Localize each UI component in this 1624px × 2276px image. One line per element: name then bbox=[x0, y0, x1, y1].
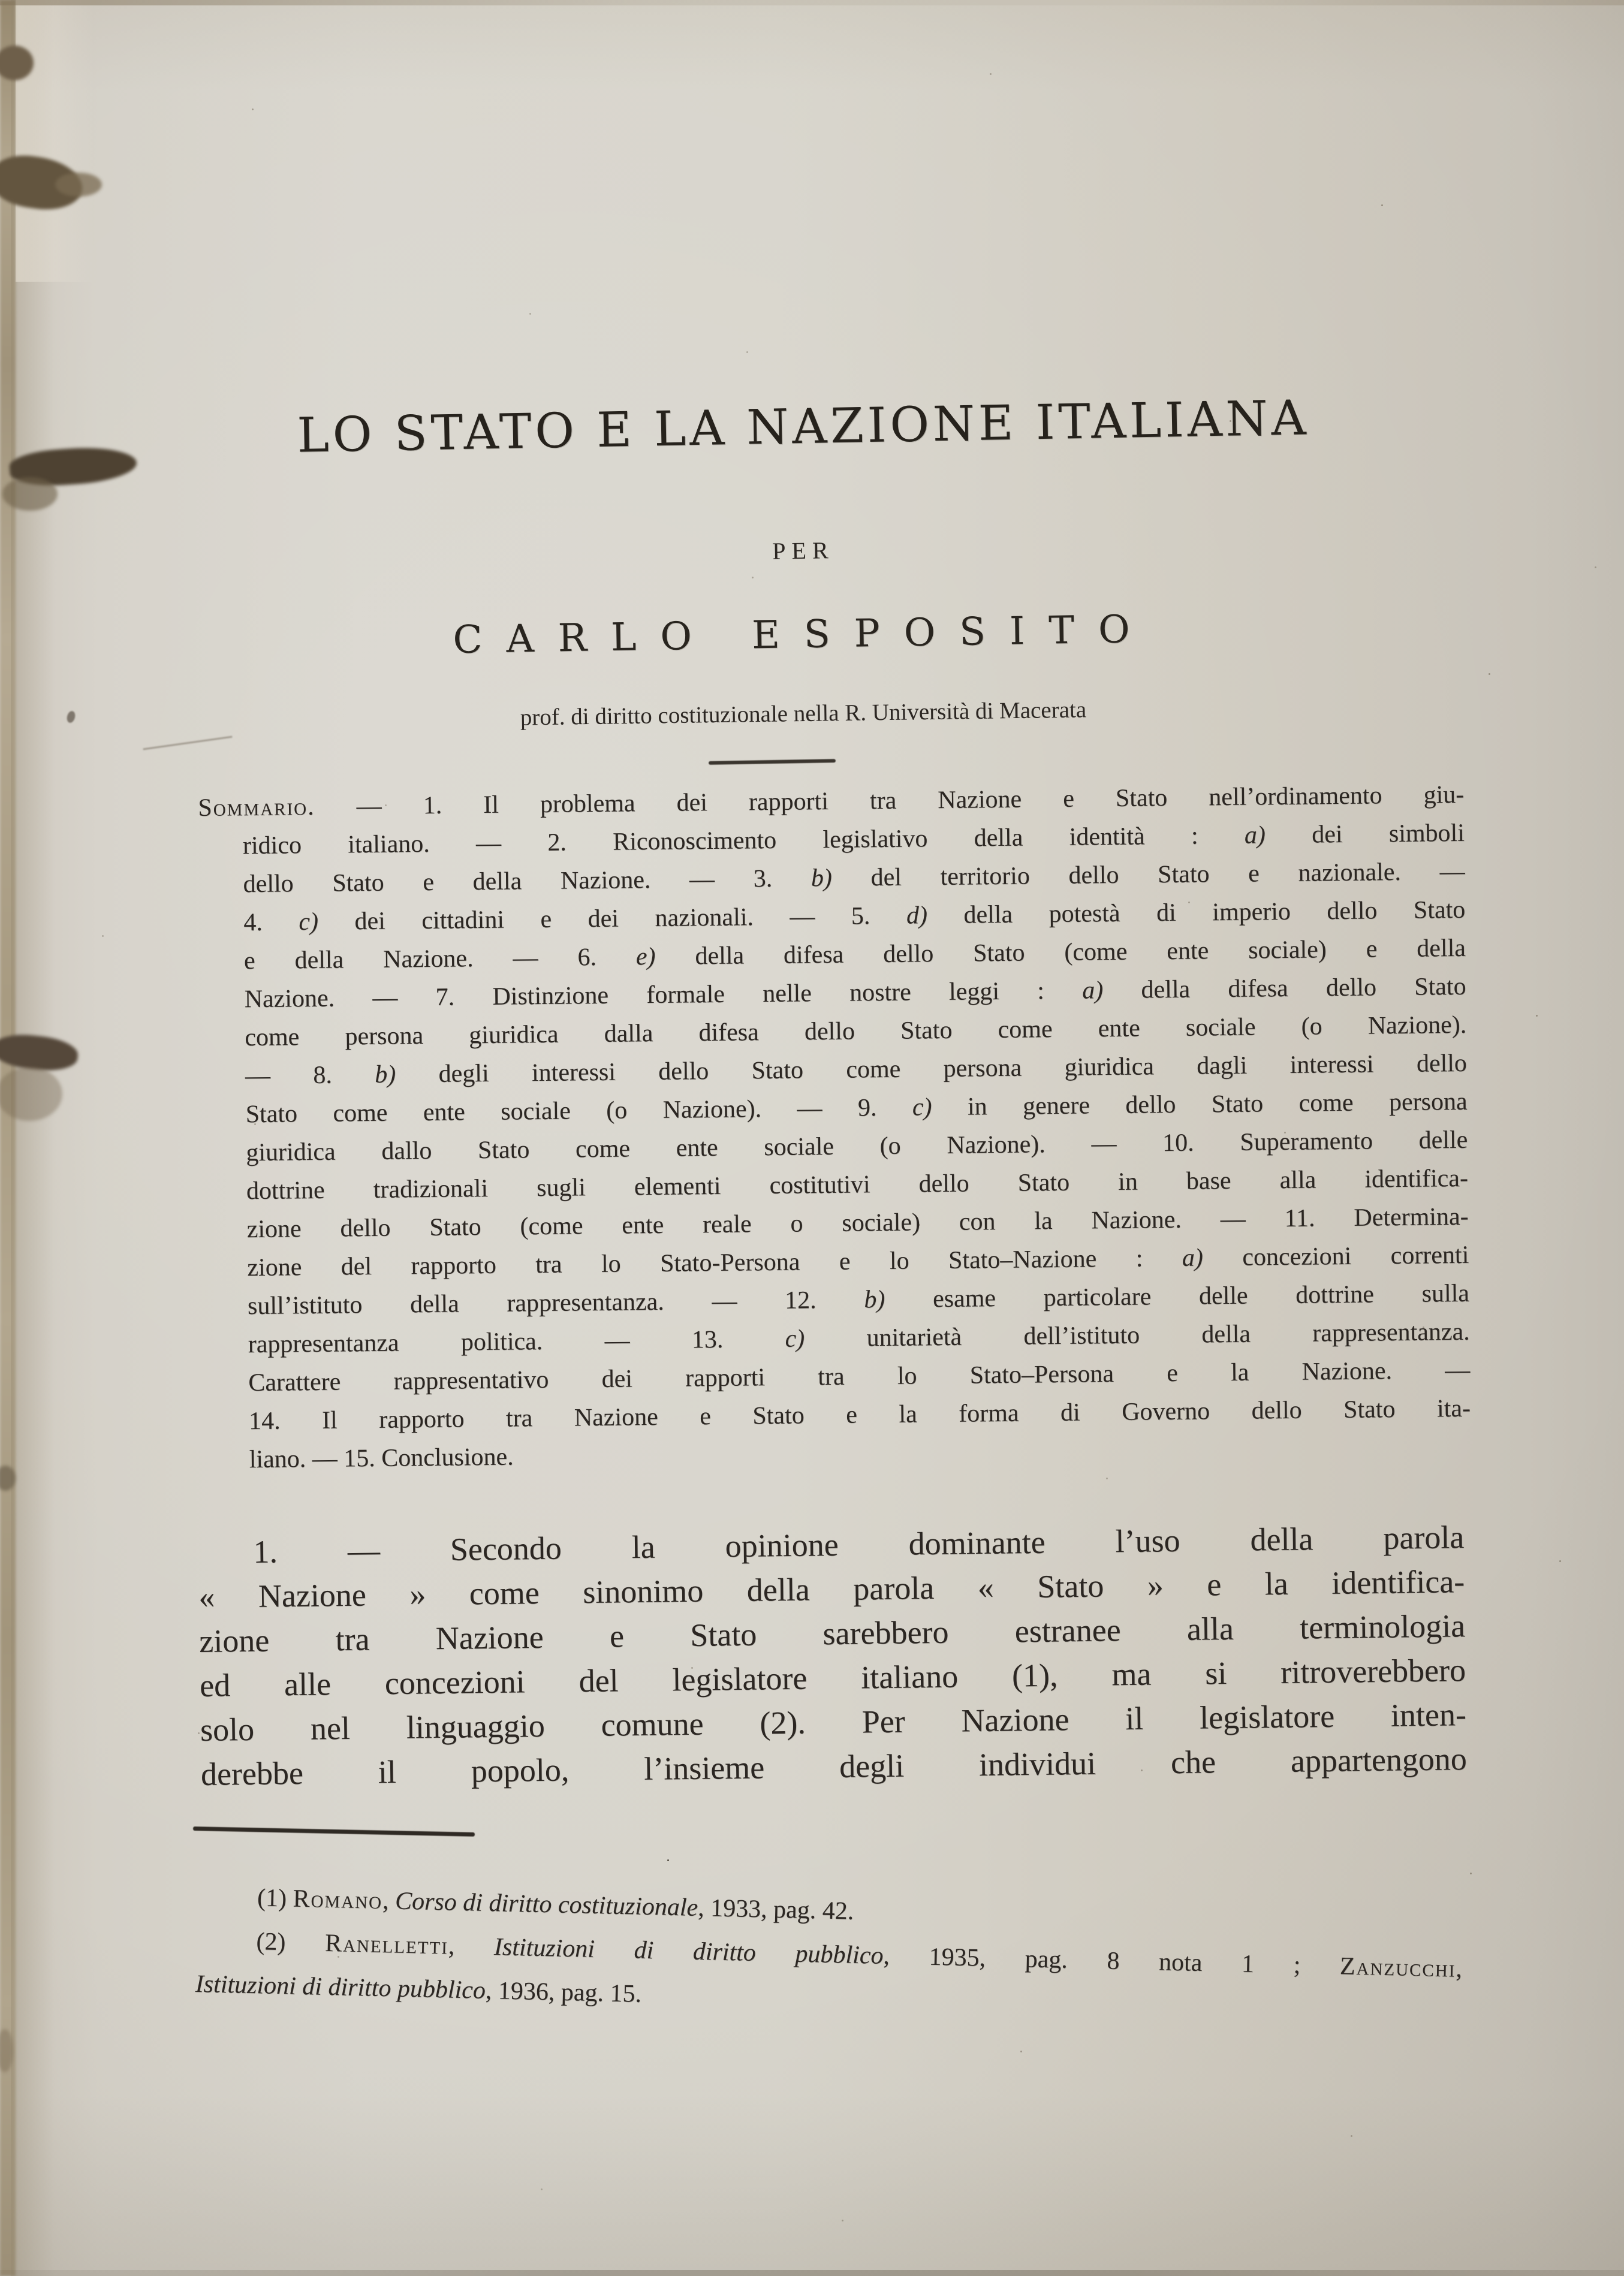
text-line: Stato come ente sociale (o Nazione). — 9. c) in genere dello Stato come persona bbox=[245, 1087, 1468, 1129]
left-edge-shadow bbox=[11, 0, 62, 2276]
text-line: dello Stato e della Nazione. — 3. b) del territorio dello Stato e nazionale. — bbox=[243, 857, 1465, 899]
text-line: 14. Il rapporto tra Nazione e Stato e la forma di Governo dello Stato ita- bbox=[248, 1394, 1471, 1436]
footnote-separator bbox=[193, 1826, 475, 1837]
text-line: — 8. b) degli interessi dello Stato come persona giuridica dagli interessi dello bbox=[245, 1049, 1468, 1090]
text-line: liano. — 15. Conclusione. bbox=[249, 1443, 514, 1474]
ink-spot bbox=[66, 710, 77, 724]
title-rule bbox=[709, 759, 836, 765]
author-name: CARLO ESPOSITO bbox=[452, 607, 1155, 663]
text-line: Nazione. — 7. Distinzione formale nelle nostre leggi : a) della difesa dello Stato bbox=[244, 972, 1466, 1014]
text-line: derebbe il popolo, l’insieme degli individui che appartengono bbox=[200, 1741, 1468, 1792]
corner-highlight bbox=[16, 0, 94, 282]
text-line: rappresentanza politica. — 13. c) unitarietà dell’istituto della rappresentanza. bbox=[248, 1318, 1470, 1359]
page-title: LO STATO E LA NAZIONE ITALIANA bbox=[296, 390, 1310, 463]
top-page-edge bbox=[0, 0, 1624, 5]
text-line: (2) Ranelletti, Istituzioni di diritto pubblico, 1935, pag. 8 nota 1 ; Zanzucchi, bbox=[255, 1928, 1463, 1983]
text-line: zione del rapporto tra lo Stato-Persona e lo Stato–Nazione : a) concezioni correnti bbox=[247, 1241, 1469, 1282]
text-line: 4. c) dei cittadini e dei nazionali. — 5. d) della potestà di imperio dello Stato bbox=[243, 896, 1466, 937]
text-line: Carattere rappresentativo dei rapporti tra lo Stato–Persona e la Nazione. — bbox=[248, 1356, 1471, 1397]
scratch-mark bbox=[143, 736, 233, 750]
summary-block bbox=[198, 776, 1471, 1479]
text-line: dottrine tradizionali sugli elementi costitutivi dello Stato in base alla identifica- bbox=[246, 1164, 1469, 1205]
text-line: Sommario. — 1. Il problema dei rapporti tra Nazione e Stato nell’ordinamento giu- bbox=[198, 780, 1465, 822]
text-line: ridico italiano. — 2. Riconoscimento legislativo della identità : a) dei simboli bbox=[242, 819, 1465, 860]
text-line: e della Nazione. — 6. e) della difesa dello Stato (come ente sociale) e della bbox=[243, 934, 1466, 975]
text-line: zione tra Nazione e Stato sarebbero estranee alla terminologia bbox=[198, 1608, 1466, 1659]
text-line: 1. — Secondo la opinione dominante l’uso della parola bbox=[253, 1519, 1465, 1570]
text-line: ed alle concezioni del legislatore italiano (1), ma si ritroverebbero bbox=[199, 1652, 1466, 1704]
text-line: giuridica dallo Stato come ente sociale (o Nazione). — 10. Superamento delle bbox=[246, 1126, 1468, 1167]
binding-mark bbox=[2, 477, 58, 511]
author-affiliation: prof. di diritto costituzionale nella R. Università di Macerata bbox=[520, 697, 1087, 731]
text-line: come persona giuridica dalla difesa dello Stato come ente sociale (o Nazione). bbox=[245, 1011, 1467, 1052]
text-line: solo nel linguaggio comune (2). Per Nazione il legislatore inten- bbox=[200, 1696, 1467, 1748]
bottom-page-edge bbox=[0, 2270, 1624, 2276]
text-line: (1) Romano, Corso di diritto costituzionale, 1933, pag. 42. bbox=[257, 1884, 854, 1925]
binding-mark bbox=[55, 173, 102, 197]
text-line: « Nazione » come sinonimo della parola « Stato » e la identifica- bbox=[198, 1563, 1465, 1615]
text-line: sull’istituto della rappresentanza. — 12. b) esame particolare delle dottrine sulla bbox=[247, 1279, 1470, 1321]
byline: PER bbox=[772, 536, 835, 565]
text-line: Istituzioni di diritto pubblico, 1936, pag. 15. bbox=[195, 1970, 642, 2008]
text-line: zione dello Stato (come ente reale o sociale) con la Nazione. — 11. Determina- bbox=[246, 1202, 1469, 1244]
footnotes-block bbox=[195, 1875, 1463, 2035]
body-paragraph bbox=[198, 1515, 1467, 1796]
